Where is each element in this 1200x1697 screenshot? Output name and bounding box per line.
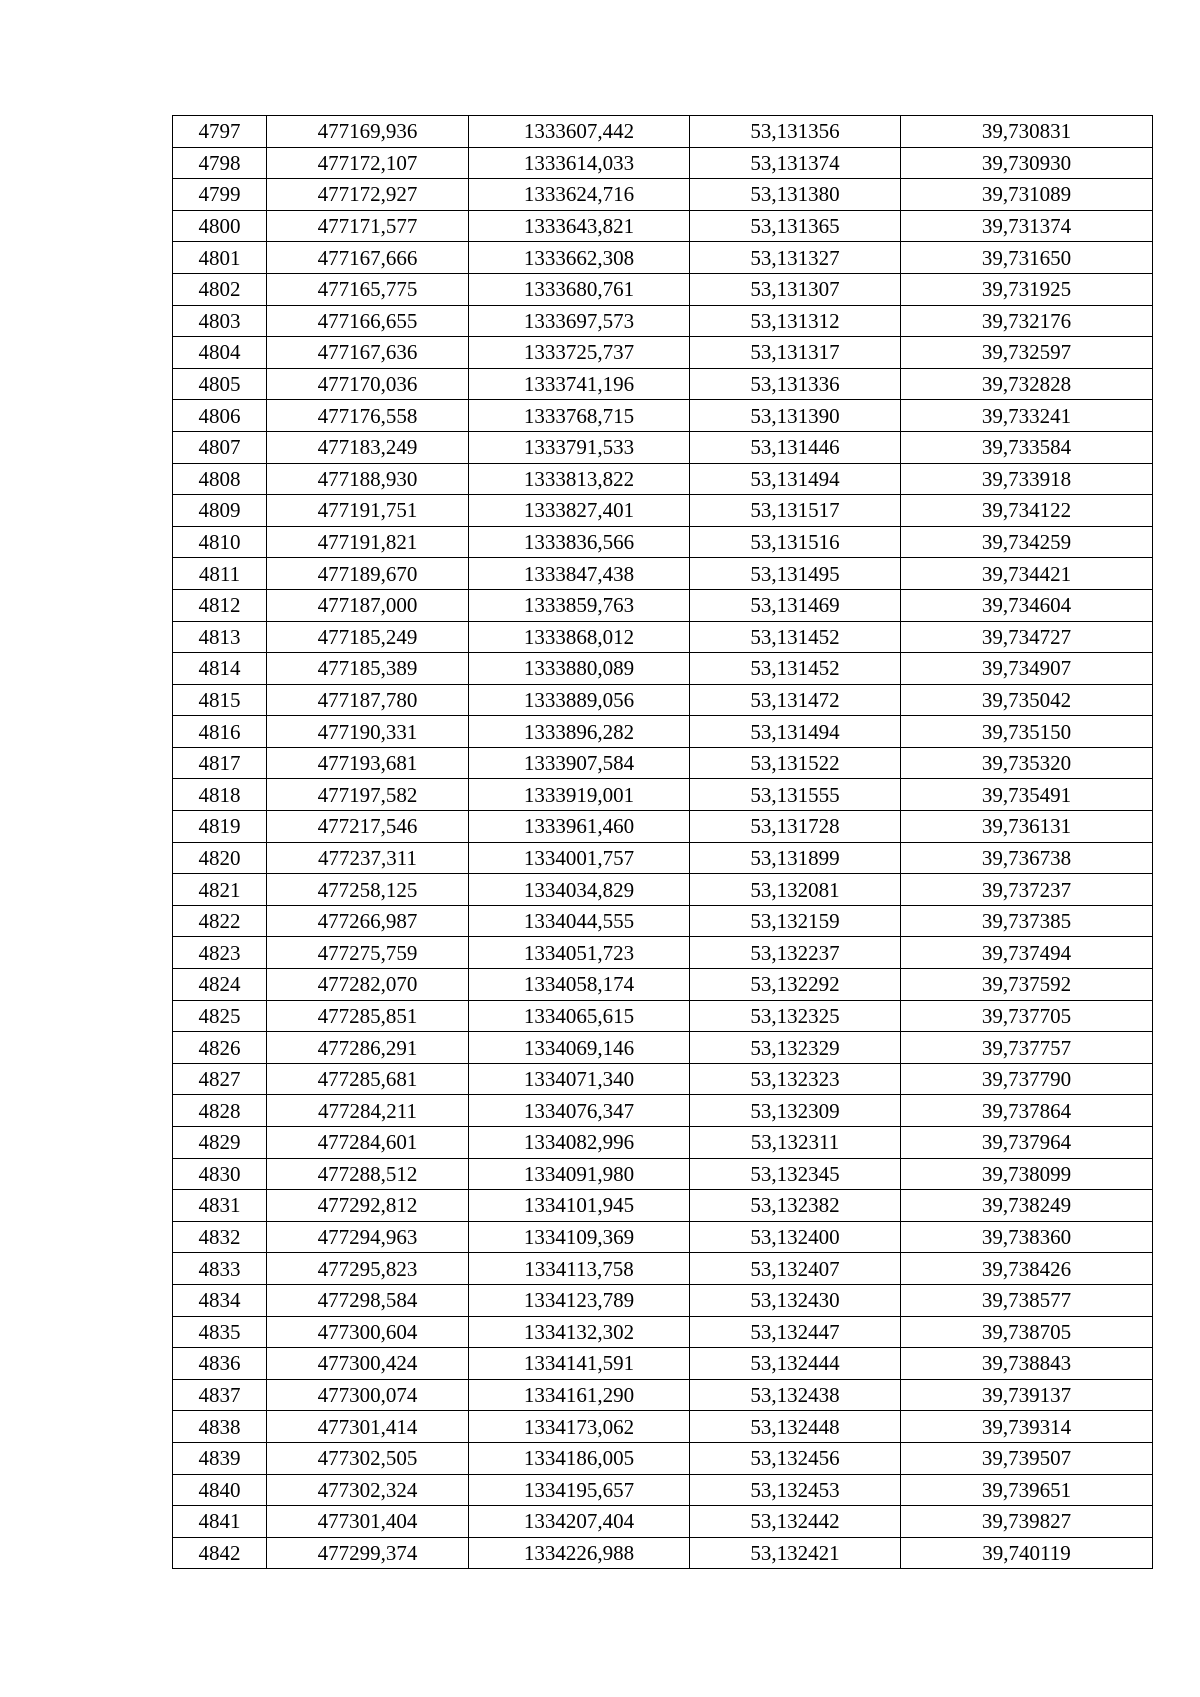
longitude-cell: 39,731925 (901, 273, 1153, 305)
point-number-cell: 4831 (173, 1190, 267, 1222)
y-coordinate-cell: 1333961,460 (469, 811, 690, 843)
latitude-cell: 53,131312 (690, 305, 901, 337)
table-row (173, 1411, 1153, 1443)
point-number-cell: 4797 (173, 116, 267, 148)
longitude-cell: 39,735042 (901, 684, 1153, 716)
latitude-cell: 53,131365 (690, 210, 901, 242)
y-coordinate-cell: 1333889,056 (469, 684, 690, 716)
y-coordinate-cell: 1333813,822 (469, 463, 690, 495)
point-number-cell: 4819 (173, 811, 267, 843)
x-coordinate-cell: 477258,125 (267, 874, 469, 906)
latitude-cell: 53,131516 (690, 526, 901, 558)
y-coordinate-cell: 1333662,308 (469, 242, 690, 274)
latitude-cell: 53,132438 (690, 1379, 901, 1411)
longitude-cell: 39,732828 (901, 368, 1153, 400)
latitude-cell: 53,131472 (690, 684, 901, 716)
point-number-cell: 4810 (173, 526, 267, 558)
longitude-cell: 39,737705 (901, 1000, 1153, 1032)
latitude-cell: 53,132400 (690, 1221, 901, 1253)
longitude-cell: 39,731089 (901, 179, 1153, 211)
latitude-cell: 53,131317 (690, 337, 901, 369)
latitude-cell: 53,132447 (690, 1316, 901, 1348)
latitude-cell: 53,131728 (690, 811, 901, 843)
latitude-cell: 53,131899 (690, 842, 901, 874)
longitude-cell: 39,731650 (901, 242, 1153, 274)
y-coordinate-cell: 1334226,988 (469, 1537, 690, 1569)
point-number-cell: 4812 (173, 589, 267, 621)
latitude-cell: 53,131390 (690, 400, 901, 432)
point-number-cell: 4825 (173, 1000, 267, 1032)
table-row (173, 1316, 1153, 1348)
longitude-cell: 39,739651 (901, 1474, 1153, 1506)
longitude-cell: 39,736738 (901, 842, 1153, 874)
point-number-cell: 4818 (173, 779, 267, 811)
x-coordinate-cell: 477301,414 (267, 1411, 469, 1443)
table-row (173, 1474, 1153, 1506)
y-coordinate-cell: 1334091,980 (469, 1158, 690, 1190)
table-row (173, 179, 1153, 211)
point-number-cell: 4826 (173, 1032, 267, 1064)
y-coordinate-cell: 1333847,438 (469, 558, 690, 590)
y-coordinate-cell: 1334044,555 (469, 905, 690, 937)
longitude-cell: 39,737964 (901, 1127, 1153, 1159)
point-number-cell: 4798 (173, 147, 267, 179)
latitude-cell: 53,132453 (690, 1474, 901, 1506)
latitude-cell: 53,132081 (690, 874, 901, 906)
longitude-cell: 39,737237 (901, 874, 1153, 906)
point-number-cell: 4837 (173, 1379, 267, 1411)
x-coordinate-cell: 477302,324 (267, 1474, 469, 1506)
x-coordinate-cell: 477294,963 (267, 1221, 469, 1253)
latitude-cell: 53,131494 (690, 716, 901, 748)
point-number-cell: 4817 (173, 747, 267, 779)
latitude-cell: 53,132309 (690, 1095, 901, 1127)
latitude-cell: 53,132430 (690, 1284, 901, 1316)
latitude-cell: 53,131555 (690, 779, 901, 811)
y-coordinate-cell: 1334082,996 (469, 1127, 690, 1159)
x-coordinate-cell: 477237,311 (267, 842, 469, 874)
y-coordinate-cell: 1334141,591 (469, 1348, 690, 1380)
y-coordinate-cell: 1333607,442 (469, 116, 690, 148)
y-coordinate-cell: 1334195,657 (469, 1474, 690, 1506)
point-number-cell: 4835 (173, 1316, 267, 1348)
table-row (173, 969, 1153, 1001)
y-coordinate-cell: 1334173,062 (469, 1411, 690, 1443)
x-coordinate-cell: 477282,070 (267, 969, 469, 1001)
coordinates-table (172, 115, 1153, 1569)
table-row (173, 495, 1153, 527)
longitude-cell: 39,733241 (901, 400, 1153, 432)
table-row (173, 1253, 1153, 1285)
table-row (173, 558, 1153, 590)
y-coordinate-cell: 1334101,945 (469, 1190, 690, 1222)
longitude-cell: 39,735320 (901, 747, 1153, 779)
x-coordinate-cell: 477217,546 (267, 811, 469, 843)
longitude-cell: 39,734907 (901, 653, 1153, 685)
y-coordinate-cell: 1334161,290 (469, 1379, 690, 1411)
table-row (173, 116, 1153, 148)
table-row (173, 1284, 1153, 1316)
x-coordinate-cell: 477284,601 (267, 1127, 469, 1159)
latitude-cell: 53,131494 (690, 463, 901, 495)
point-number-cell: 4840 (173, 1474, 267, 1506)
x-coordinate-cell: 477185,249 (267, 621, 469, 653)
table-row (173, 1506, 1153, 1538)
x-coordinate-cell: 477189,670 (267, 558, 469, 590)
x-coordinate-cell: 477191,821 (267, 526, 469, 558)
table-row (173, 1537, 1153, 1569)
table-row (173, 1127, 1153, 1159)
y-coordinate-cell: 1333836,566 (469, 526, 690, 558)
longitude-cell: 39,738249 (901, 1190, 1153, 1222)
latitude-cell: 53,132448 (690, 1411, 901, 1443)
x-coordinate-cell: 477171,577 (267, 210, 469, 242)
longitude-cell: 39,737757 (901, 1032, 1153, 1064)
longitude-cell: 39,734122 (901, 495, 1153, 527)
point-number-cell: 4813 (173, 621, 267, 653)
latitude-cell: 53,131495 (690, 558, 901, 590)
table-row (173, 1158, 1153, 1190)
x-coordinate-cell: 477285,681 (267, 1063, 469, 1095)
table-row (173, 210, 1153, 242)
latitude-cell: 53,131522 (690, 747, 901, 779)
x-coordinate-cell: 477197,582 (267, 779, 469, 811)
point-number-cell: 4836 (173, 1348, 267, 1380)
latitude-cell: 53,132325 (690, 1000, 901, 1032)
longitude-cell: 39,735491 (901, 779, 1153, 811)
latitude-cell: 53,131517 (690, 495, 901, 527)
table-row (173, 1000, 1153, 1032)
y-coordinate-cell: 1334186,005 (469, 1442, 690, 1474)
x-coordinate-cell: 477167,636 (267, 337, 469, 369)
table-row (173, 747, 1153, 779)
x-coordinate-cell: 477288,512 (267, 1158, 469, 1190)
latitude-cell: 53,131452 (690, 621, 901, 653)
table-row (173, 431, 1153, 463)
y-coordinate-cell: 1333643,821 (469, 210, 690, 242)
latitude-cell: 53,132407 (690, 1253, 901, 1285)
table-row (173, 305, 1153, 337)
point-number-cell: 4834 (173, 1284, 267, 1316)
point-number-cell: 4841 (173, 1506, 267, 1538)
x-coordinate-cell: 477183,249 (267, 431, 469, 463)
y-coordinate-cell: 1333859,763 (469, 589, 690, 621)
table-row (173, 653, 1153, 685)
longitude-cell: 39,730831 (901, 116, 1153, 148)
point-number-cell: 4814 (173, 653, 267, 685)
x-coordinate-cell: 477284,211 (267, 1095, 469, 1127)
document-page (172, 115, 1153, 1569)
table-row (173, 368, 1153, 400)
x-coordinate-cell: 477292,812 (267, 1190, 469, 1222)
latitude-cell: 53,132444 (690, 1348, 901, 1380)
y-coordinate-cell: 1334065,615 (469, 1000, 690, 1032)
y-coordinate-cell: 1333680,761 (469, 273, 690, 305)
x-coordinate-cell: 477191,751 (267, 495, 469, 527)
table-row (173, 811, 1153, 843)
point-number-cell: 4820 (173, 842, 267, 874)
y-coordinate-cell: 1333868,012 (469, 621, 690, 653)
y-coordinate-cell: 1334051,723 (469, 937, 690, 969)
table-row (173, 337, 1153, 369)
latitude-cell: 53,131356 (690, 116, 901, 148)
table-row (173, 1348, 1153, 1380)
latitude-cell: 53,132159 (690, 905, 901, 937)
point-number-cell: 4806 (173, 400, 267, 432)
latitude-cell: 53,131452 (690, 653, 901, 685)
x-coordinate-cell: 477285,851 (267, 1000, 469, 1032)
table-row (173, 242, 1153, 274)
y-coordinate-cell: 1333614,033 (469, 147, 690, 179)
x-coordinate-cell: 477302,505 (267, 1442, 469, 1474)
y-coordinate-cell: 1334109,369 (469, 1221, 690, 1253)
longitude-cell: 39,739507 (901, 1442, 1153, 1474)
table-row (173, 874, 1153, 906)
coordinates-table-body (173, 116, 1153, 1569)
y-coordinate-cell: 1334069,146 (469, 1032, 690, 1064)
longitude-cell: 39,732176 (901, 305, 1153, 337)
longitude-cell: 39,738843 (901, 1348, 1153, 1380)
x-coordinate-cell: 477167,666 (267, 242, 469, 274)
point-number-cell: 4821 (173, 874, 267, 906)
point-number-cell: 4815 (173, 684, 267, 716)
longitude-cell: 39,738099 (901, 1158, 1153, 1190)
y-coordinate-cell: 1334113,758 (469, 1253, 690, 1285)
table-row (173, 1032, 1153, 1064)
longitude-cell: 39,739137 (901, 1379, 1153, 1411)
x-coordinate-cell: 477298,584 (267, 1284, 469, 1316)
point-number-cell: 4839 (173, 1442, 267, 1474)
latitude-cell: 53,131374 (690, 147, 901, 179)
y-coordinate-cell: 1334001,757 (469, 842, 690, 874)
point-number-cell: 4809 (173, 495, 267, 527)
x-coordinate-cell: 477172,927 (267, 179, 469, 211)
y-coordinate-cell: 1334034,829 (469, 874, 690, 906)
longitude-cell: 39,737592 (901, 969, 1153, 1001)
y-coordinate-cell: 1333624,716 (469, 179, 690, 211)
table-row (173, 400, 1153, 432)
latitude-cell: 53,132323 (690, 1063, 901, 1095)
table-row (173, 937, 1153, 969)
y-coordinate-cell: 1334076,347 (469, 1095, 690, 1127)
point-number-cell: 4822 (173, 905, 267, 937)
y-coordinate-cell: 1333827,401 (469, 495, 690, 527)
table-row (173, 147, 1153, 179)
longitude-cell: 39,738360 (901, 1221, 1153, 1253)
latitude-cell: 53,132421 (690, 1537, 901, 1569)
x-coordinate-cell: 477301,404 (267, 1506, 469, 1538)
x-coordinate-cell: 477176,558 (267, 400, 469, 432)
y-coordinate-cell: 1333919,001 (469, 779, 690, 811)
x-coordinate-cell: 477266,987 (267, 905, 469, 937)
x-coordinate-cell: 477275,759 (267, 937, 469, 969)
x-coordinate-cell: 477165,775 (267, 273, 469, 305)
latitude-cell: 53,132329 (690, 1032, 901, 1064)
longitude-cell: 39,730930 (901, 147, 1153, 179)
y-coordinate-cell: 1334123,789 (469, 1284, 690, 1316)
latitude-cell: 53,131469 (690, 589, 901, 621)
point-number-cell: 4802 (173, 273, 267, 305)
point-number-cell: 4830 (173, 1158, 267, 1190)
x-coordinate-cell: 477187,780 (267, 684, 469, 716)
point-number-cell: 4807 (173, 431, 267, 463)
latitude-cell: 53,132382 (690, 1190, 901, 1222)
longitude-cell: 39,739314 (901, 1411, 1153, 1443)
table-row (173, 1442, 1153, 1474)
table-row (173, 842, 1153, 874)
longitude-cell: 39,737864 (901, 1095, 1153, 1127)
longitude-cell: 39,731374 (901, 210, 1153, 242)
y-coordinate-cell: 1333697,573 (469, 305, 690, 337)
x-coordinate-cell: 477295,823 (267, 1253, 469, 1285)
y-coordinate-cell: 1334207,404 (469, 1506, 690, 1538)
point-number-cell: 4804 (173, 337, 267, 369)
x-coordinate-cell: 477172,107 (267, 147, 469, 179)
latitude-cell: 53,131380 (690, 179, 901, 211)
latitude-cell: 53,132292 (690, 969, 901, 1001)
y-coordinate-cell: 1333880,089 (469, 653, 690, 685)
y-coordinate-cell: 1333907,584 (469, 747, 690, 779)
x-coordinate-cell: 477169,936 (267, 116, 469, 148)
table-row (173, 621, 1153, 653)
table-row (173, 684, 1153, 716)
latitude-cell: 53,132311 (690, 1127, 901, 1159)
x-coordinate-cell: 477299,374 (267, 1537, 469, 1569)
longitude-cell: 39,733918 (901, 463, 1153, 495)
latitude-cell: 53,131327 (690, 242, 901, 274)
x-coordinate-cell: 477170,036 (267, 368, 469, 400)
longitude-cell: 39,734727 (901, 621, 1153, 653)
latitude-cell: 53,132237 (690, 937, 901, 969)
y-coordinate-cell: 1333741,196 (469, 368, 690, 400)
longitude-cell: 39,737385 (901, 905, 1153, 937)
x-coordinate-cell: 477300,074 (267, 1379, 469, 1411)
point-number-cell: 4811 (173, 558, 267, 590)
longitude-cell: 39,737494 (901, 937, 1153, 969)
table-row (173, 273, 1153, 305)
latitude-cell: 53,132345 (690, 1158, 901, 1190)
longitude-cell: 39,732597 (901, 337, 1153, 369)
longitude-cell: 39,733584 (901, 431, 1153, 463)
longitude-cell: 39,739827 (901, 1506, 1153, 1538)
latitude-cell: 53,132456 (690, 1442, 901, 1474)
point-number-cell: 4827 (173, 1063, 267, 1095)
longitude-cell: 39,735150 (901, 716, 1153, 748)
point-number-cell: 4838 (173, 1411, 267, 1443)
table-row (173, 1190, 1153, 1222)
table-row (173, 526, 1153, 558)
x-coordinate-cell: 477300,604 (267, 1316, 469, 1348)
x-coordinate-cell: 477300,424 (267, 1348, 469, 1380)
y-coordinate-cell: 1333896,282 (469, 716, 690, 748)
point-number-cell: 4808 (173, 463, 267, 495)
latitude-cell: 53,132442 (690, 1506, 901, 1538)
point-number-cell: 4816 (173, 716, 267, 748)
latitude-cell: 53,131307 (690, 273, 901, 305)
x-coordinate-cell: 477193,681 (267, 747, 469, 779)
x-coordinate-cell: 477187,000 (267, 589, 469, 621)
longitude-cell: 39,734421 (901, 558, 1153, 590)
y-coordinate-cell: 1334132,302 (469, 1316, 690, 1348)
table-row (173, 589, 1153, 621)
table-row (173, 1095, 1153, 1127)
longitude-cell: 39,740119 (901, 1537, 1153, 1569)
y-coordinate-cell: 1333725,737 (469, 337, 690, 369)
table-row (173, 1379, 1153, 1411)
table-row (173, 716, 1153, 748)
table-row (173, 905, 1153, 937)
point-number-cell: 4823 (173, 937, 267, 969)
table-row (173, 779, 1153, 811)
point-number-cell: 4824 (173, 969, 267, 1001)
longitude-cell: 39,737790 (901, 1063, 1153, 1095)
point-number-cell: 4842 (173, 1537, 267, 1569)
y-coordinate-cell: 1333791,533 (469, 431, 690, 463)
x-coordinate-cell: 477188,930 (267, 463, 469, 495)
table-row (173, 1221, 1153, 1253)
x-coordinate-cell: 477166,655 (267, 305, 469, 337)
longitude-cell: 39,738705 (901, 1316, 1153, 1348)
x-coordinate-cell: 477286,291 (267, 1032, 469, 1064)
y-coordinate-cell: 1334058,174 (469, 969, 690, 1001)
longitude-cell: 39,734604 (901, 589, 1153, 621)
latitude-cell: 53,131446 (690, 431, 901, 463)
table-row (173, 463, 1153, 495)
point-number-cell: 4803 (173, 305, 267, 337)
point-number-cell: 4799 (173, 179, 267, 211)
y-coordinate-cell: 1334071,340 (469, 1063, 690, 1095)
longitude-cell: 39,738426 (901, 1253, 1153, 1285)
table-row (173, 1063, 1153, 1095)
point-number-cell: 4801 (173, 242, 267, 274)
point-number-cell: 4833 (173, 1253, 267, 1285)
point-number-cell: 4828 (173, 1095, 267, 1127)
point-number-cell: 4800 (173, 210, 267, 242)
longitude-cell: 39,736131 (901, 811, 1153, 843)
latitude-cell: 53,131336 (690, 368, 901, 400)
x-coordinate-cell: 477185,389 (267, 653, 469, 685)
longitude-cell: 39,738577 (901, 1284, 1153, 1316)
point-number-cell: 4832 (173, 1221, 267, 1253)
point-number-cell: 4805 (173, 368, 267, 400)
x-coordinate-cell: 477190,331 (267, 716, 469, 748)
point-number-cell: 4829 (173, 1127, 267, 1159)
longitude-cell: 39,734259 (901, 526, 1153, 558)
y-coordinate-cell: 1333768,715 (469, 400, 690, 432)
